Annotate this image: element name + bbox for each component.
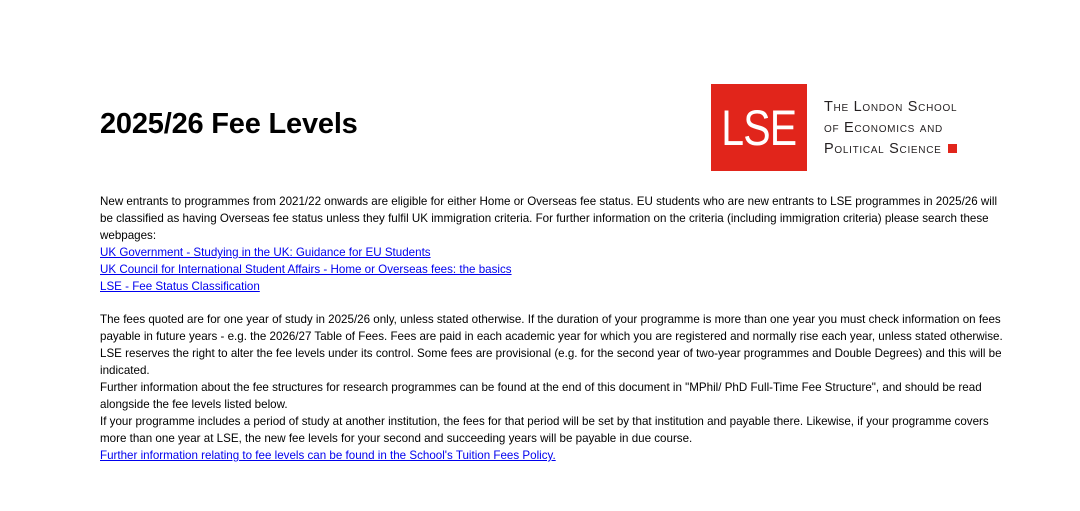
link-tuition-fees-policy[interactable]: Further information relating to fee levels can be found in the School's Tuition Fees Policy. [100,449,556,462]
lse-logo [711,84,957,171]
logo-red-square [948,144,957,153]
link-lse-fee-status[interactable]: LSE - Fee Status Classification [100,280,260,293]
lse-logo-mark [711,84,807,171]
page-title: 2025/26 Fee Levels [100,108,358,140]
logo-line-3-wrap [824,140,957,158]
research-fees-paragraph: Further information about the fee structures for research programmes can be found at the end of this document in "MPhil/ PhD Full-Time Fee Structure", and should be read alongside the fee levels listed below. [100,381,982,411]
document-body [100,193,1012,464]
fees-duration-paragraph: The fees quoted are for one year of study in 2025/26 only, unless stated otherwise. If the duration of your programme is more than one year you must check information on fees payable in future years - e.g. the 2026/27 Table of Fees. Fees are paid in each academic year for which you are registered and normally rise each year, unless stated otherwise. LSE reserves the right to alter the fee levels under its control. Some fees are provisional (e.g. for the second year of two-year programmes and Double Degrees) and this will be indicated. [100,313,1003,377]
logo-line-1: The London School [824,98,958,115]
guidance-links [100,244,1012,295]
other-institution-paragraph: If your programme includes a period of study at another institution, the fees for that period will be set by that institution and payable there. Likewise, if your programme covers more than one year at LSE, the new fee levels for your second and succeeding years will be payable in due course. [100,415,989,445]
link-ukcisa-fees-basics[interactable]: UK Council for International Student Affairs - Home or Overseas fees: the basics [100,263,512,276]
lse-logo-mark-text: LSE [721,99,797,156]
intro-paragraph: New entrants to programmes from 2021/22 onwards are eligible for either Home or Overseas fee status. EU students who are new entrants to LSE programmes in 2025/26 will be classified as having Overseas fee status unless they fulfil UK immigration criteria. For further information on the criteria (including immigration criteria) please search these webpages: [100,195,998,242]
lse-logo-wordmark [824,98,957,158]
logo-line-2: of Economics and [824,119,943,136]
logo-line-3: Political Science [824,140,942,157]
link-uk-government-guidance[interactable]: UK Government - Studying in the UK: Guidance for EU Students [100,246,431,259]
